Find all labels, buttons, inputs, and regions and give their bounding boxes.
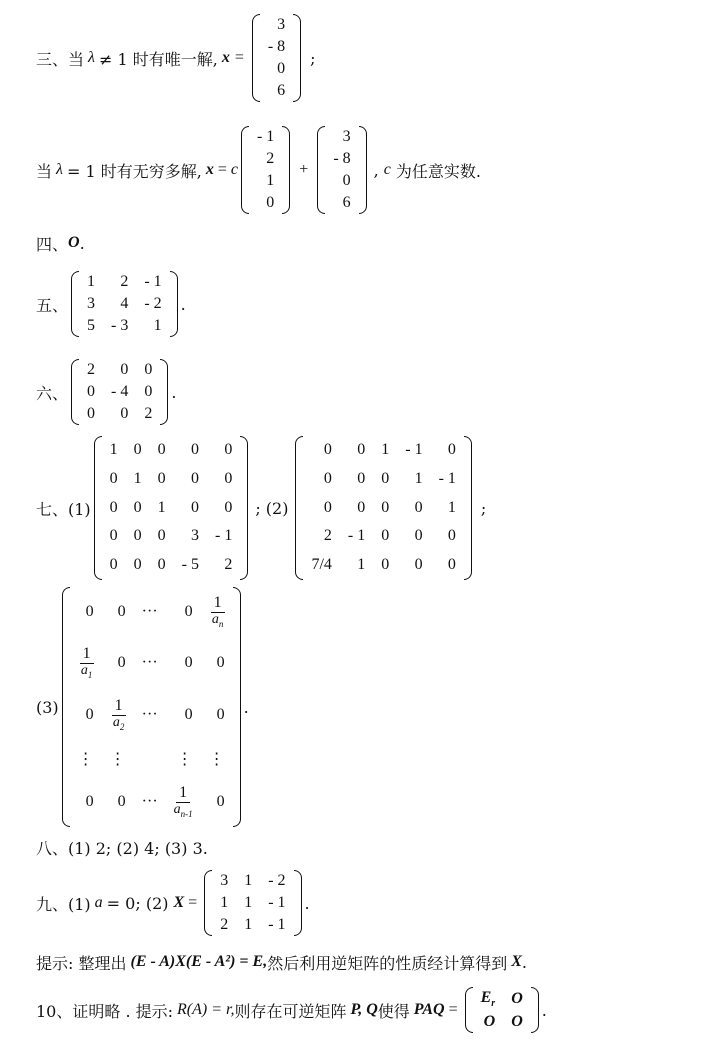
s3-lambda: λ (88, 49, 95, 66)
s3-plus: + (299, 161, 309, 178)
s3-lambda-2: λ (56, 161, 63, 178)
s10-block-matrix: $E_r$ O O O (465, 987, 539, 1033)
s3-x: x (221, 49, 230, 66)
section-4: 四、 O . (36, 233, 85, 254)
s3-eq-2: = (217, 161, 227, 178)
s3-prefix: 三、当 (36, 49, 85, 69)
s3-line2-prefix: 当 (36, 161, 53, 181)
s3-vector-2: - 1 2 1 0 (241, 126, 290, 214)
section-6: 六、 2 0 0 0 - 4 0 0 0 2 . (36, 350, 176, 434)
s3-vector-3: 3 - 8 0 6 (317, 126, 366, 214)
s7-matrix-3: 0 0 ··· 0 $\frac{1}{a_n}$ $\frac{1}{a_1}$ 0 ··· 0 0 0 $\frac{1}{a_2}$ ··· 0 0 ⋮ ⋮ ⋮ ⋮ 0 0 ··· $\frac{1}{a_{n-1}}$ 0 (62, 587, 241, 827)
s9-matrix: 3 1 - 2 1 1 - 1 2 1 - 1 (204, 870, 301, 936)
s7-matrix-2: 0 0 1 - 1 0 0 0 0 1 - 1 0 0 0 0 1 2 - 1 0 0 0 7/4 1 0 0 0 (295, 436, 471, 580)
s7-matrix-1: 1 0 0 0 0 0 1 0 0 0 0 0 1 0 0 0 0 0 3 - 1 0 0 0 - 5 2 (94, 436, 249, 580)
s3-c: c (230, 161, 238, 178)
section-7: 七、(1) 1 0 0 0 0 0 1 0 0 0 0 0 1 0 0 0 0 0 3 - 1 0 0 0 - 5 2 ; (2) 0 0 1 - 1 0 0 0 0 1 - 1 0 0 0 0 1 2 - 1 0 0 0 7/4 1 0 0 0 ; (36, 436, 486, 580)
section-3-unique (36, 8, 316, 108)
s3-cond1: ≠ 1 时有唯一解, (98, 49, 218, 69)
s5-matrix: 1 2 - 1 3 4 - 2 5 - 3 1 (71, 271, 178, 337)
s3-x-2: x (205, 161, 214, 178)
s3-tail: 为任意实数. (395, 161, 481, 181)
s4-zero-matrix: O (68, 234, 80, 251)
s6-matrix: 2 0 0 0 - 4 0 0 0 2 (71, 359, 168, 425)
s3-cond2: = 1 时有无穷多解, (66, 161, 202, 181)
hint-line: 提示: 整理出 (E - A)X(E - A²) = E, 然后利用逆矩阵的性质经计算得到 X . (36, 952, 527, 973)
s3-tail-c: c (383, 161, 391, 178)
section-10: 10、证明略 . 提示: R(A) = r, 则存在可逆矩阵 P, Q 使得 PAQ = $E_r$ O O O . (36, 982, 547, 1038)
section-9: 九、(1) a = 0; (2) X = 3 1 - 2 1 1 - 1 2 1 - 1 . (36, 864, 310, 942)
s3-semi: ; (310, 48, 316, 68)
section-3-infinite: 当 λ = 1 时有无穷多解, x = c - 1 2 1 0 + 3 - 8 0 6 , c 为任意实数. (36, 116, 481, 224)
section-7-3: (3) 0 0 ··· 0 $\frac{1}{a_n}$ $\frac{1}{a_1}$ 0 ··· 0 0 0 $\frac{1}{a_2}$ ··· 0 0 ⋮ ⋮ ⋮ ⋮ 0 0 ··· $\frac{1}{a_{n-1}}$ 0 . (36, 584, 249, 830)
section-5: 五、 1 2 - 1 3 4 - 2 5 - 3 1 . (36, 262, 186, 346)
section-8: 八、(1) 2; (2) 4; (3) 3. (36, 838, 208, 858)
s3-vector-1: 3 - 8 0 6 (252, 14, 301, 102)
s3-eq: = (234, 49, 244, 66)
